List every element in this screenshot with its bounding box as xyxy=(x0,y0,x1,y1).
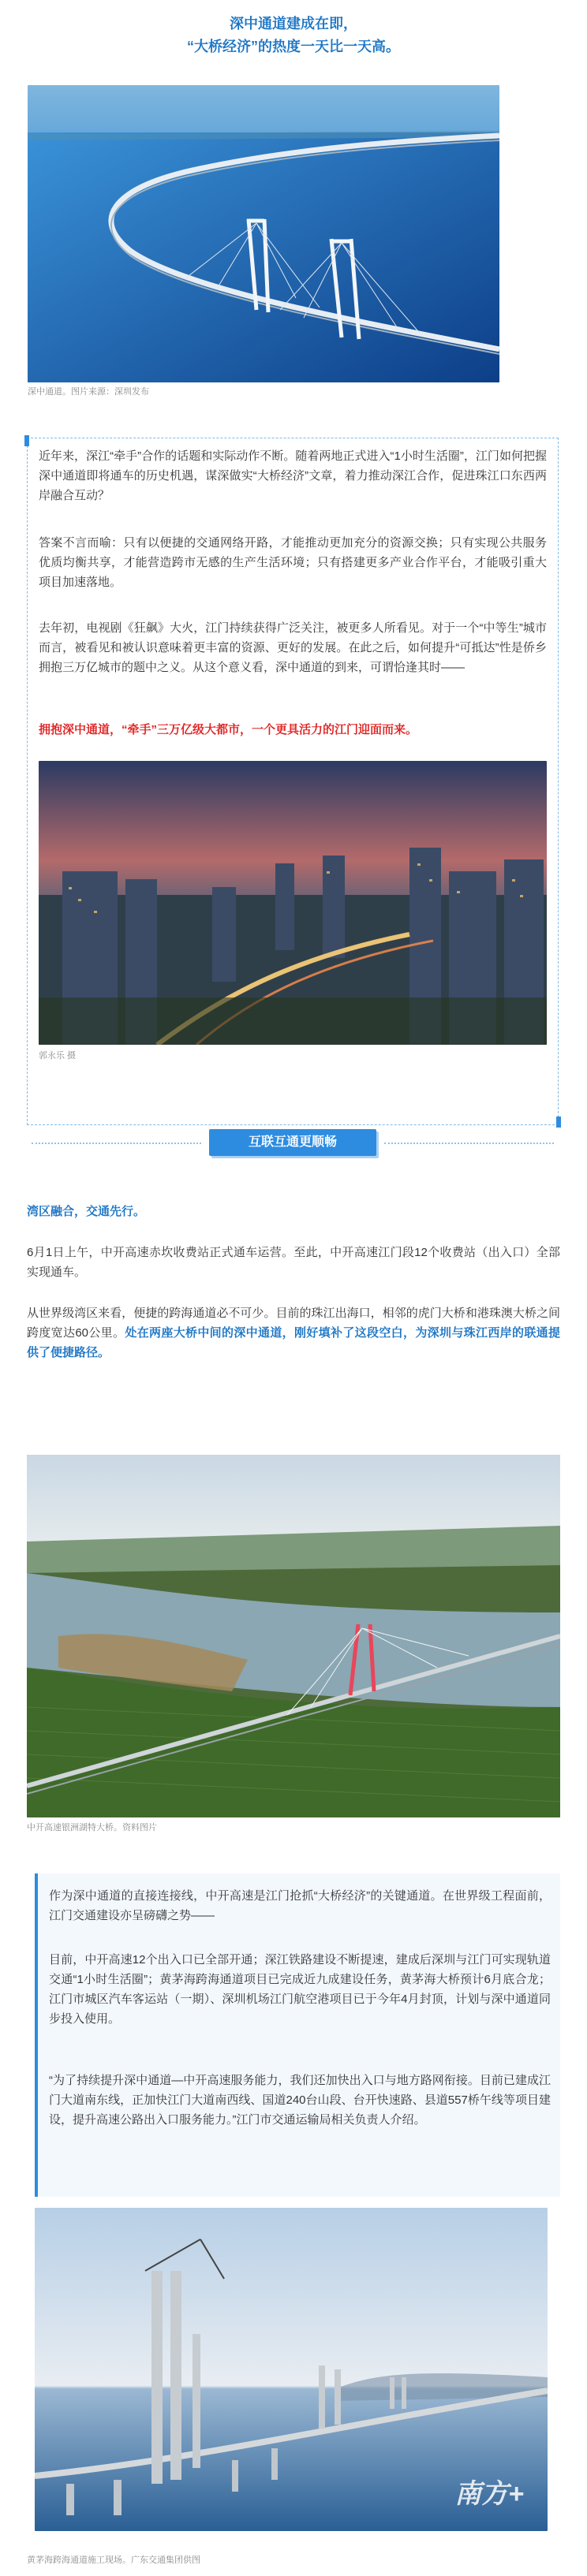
intro-paragraph-3: 去年初，电视剧《狂飙》大火，江门持续获得广泛关注，被更多人所看见。对于一个“中等生”城市而言，被看见和被认识意味着更丰富的资源、更好的发展。在此之后，如何提升“可抵达”性是侨乡拥抱三万亿城市的题中之义。从这个意义看，深中通道的到来，可谓恰逢其时—— xyxy=(39,621,547,674)
section-divider-right xyxy=(384,1143,554,1144)
headline-line2: “大桥经济”的热度一天比一天高。 xyxy=(187,39,400,54)
construction-caption: 黄茅海跨海通道施工现场。广东交通集团供图 xyxy=(27,2555,200,2565)
section-paragraph-2 xyxy=(27,1303,560,1363)
river-bridge-photo xyxy=(27,1455,560,1817)
intro-highlight: 拥抱深中通道，“牵手”三万亿级大都市，一个更具活力的江门迎面而来。 xyxy=(39,723,418,736)
quote-card xyxy=(35,1873,560,2197)
quote-paragraph-3: “为了持续提升深中通道—中开高速服务能力，我们还加快出入口与地方路网衔接。目前已建成江门大道南东线，正加快江门大道南西线、国道240台山段、台开快速路、县道557桥午线等项目建设，提升高速公路出入口服务能力。”江门市交通运输局相关负责人介绍。 xyxy=(49,2074,551,2127)
section-title: 互联互通更顺畅 xyxy=(209,1129,376,1156)
construction-photo xyxy=(35,2208,548,2531)
section-subhead: 湾区融合，交通先行。 xyxy=(27,1205,146,1218)
intro-paragraph-2: 答案不言而喻：只有以便捷的交通网络开路，才能推动更加充分的资源交换；只有实现公共服务优质均衡共享，才能营造跨市无感的生产生活环境；只有搭建更多产业合作平台，才能吸引重大项目加速落地。 xyxy=(39,536,547,589)
quote-paragraph-2: 目前，中开高速12个出入口已全部开通；深江铁路建设不断提速，建成后深圳与江门可实现轨道交通“1小时生活圈”；黄茅海跨海通道项目已完成近九成建设任务，黄茅海大桥预计6月底合龙；江门市城区汽车客运站（一期）、深圳机场江门航空港项目已于今年4月封顶，计划与深中通道同步投入使用。 xyxy=(49,1953,551,2026)
section-divider-left xyxy=(32,1143,201,1144)
section-paragraph-2-highlight: 处在两座大桥中间的深中通道，刚好填补了这段空白，为深圳与珠江西岸的联通提供了便捷路径。 xyxy=(27,1326,561,1359)
section-paragraph-1: 6月1日上午，中开高速赤坎收费站正式通车运营。至此，中开高速江门段12个收费站（出入口）全部实现通车。 xyxy=(27,1246,560,1279)
photo1-caption: 深中通道。图片来源：深圳发布 xyxy=(28,387,149,397)
bridge-photo-1 xyxy=(28,85,499,382)
city-night-photo xyxy=(39,761,547,1045)
city-photo-caption: 郭永乐 摄 xyxy=(39,1051,77,1061)
intro-card xyxy=(27,438,559,1125)
quote-paragraph-1: 作为深中通道的直接连接线，中开高速是江门抢抓“大桥经济”的关键通道。在世界级工程面前，江门交通建设亦呈磅礴之势—— xyxy=(49,1889,551,1922)
intro-paragraph-1: 近年来，深江“牵手”合作的话题和实际动作不断。随着两地正式进入“1小时生活圈”，江门如何把握深中通道即将通车的历史机遇，谋深做实“大桥经济”文章，着力推动深江合作，促进珠江口东西两岸融合互动？ xyxy=(39,449,547,502)
section-paragraph-2-text: 从世界级湾区来看，便捷的跨海通道必不可少。目前的珠江出海口，相邻的虎门大桥和港珠澳大桥之间跨度宽达60公里。 xyxy=(27,1307,560,1340)
headline-line1: 深中通道建成在即， xyxy=(230,16,357,32)
nanfang-watermark: 南方+ xyxy=(454,2479,524,2509)
headline xyxy=(0,13,587,58)
river-bridge-caption: 中开高速银洲湖特大桥。资料图片 xyxy=(27,1823,157,1832)
